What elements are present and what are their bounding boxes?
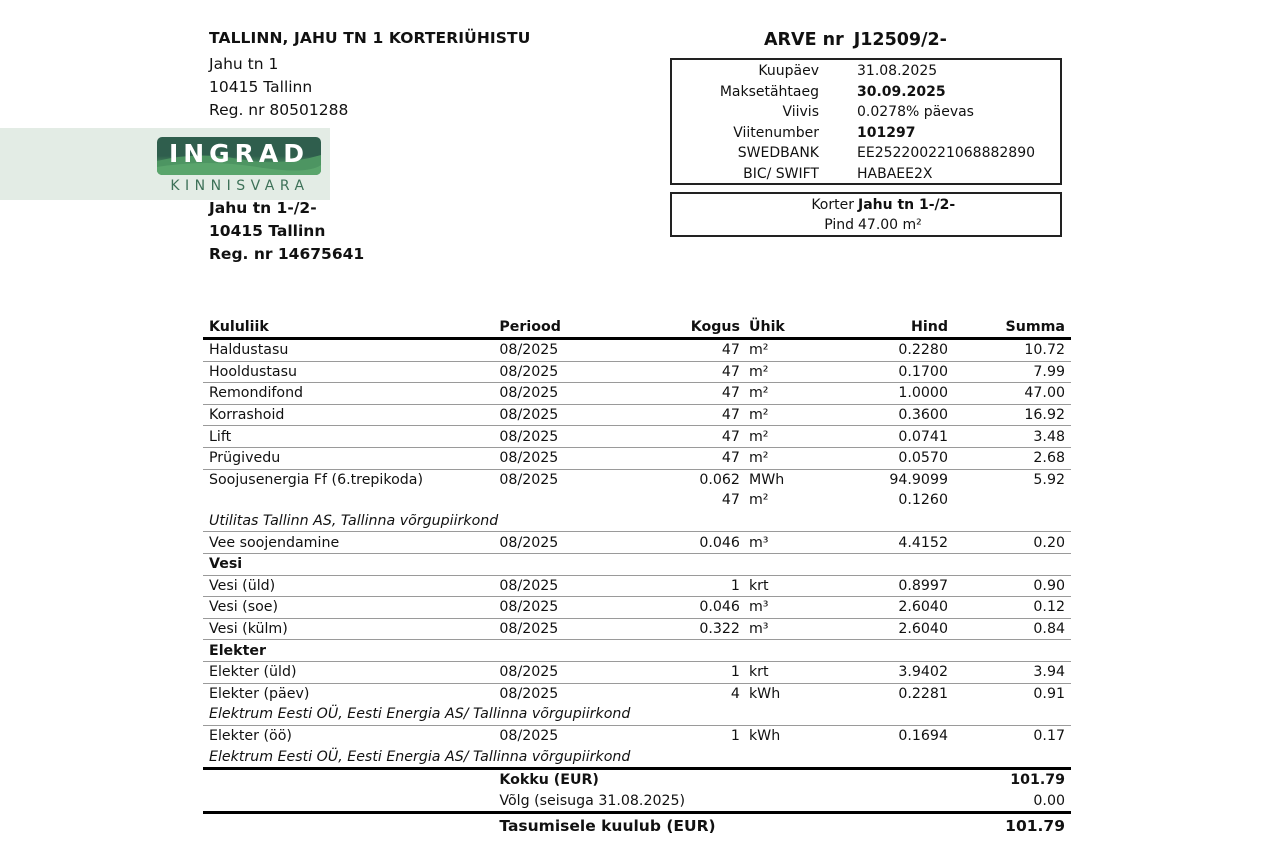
table-row: Soojusenergia Ff (6.trepikoda) 08/2025 0.062 MWh 94.9099 5.92 xyxy=(209,471,1065,488)
table-row: Prügivedu 08/2025 47 m² 0.0570 2.68 xyxy=(203,447,1071,469)
detail-penalty: Viivis 0.0278% päevas xyxy=(782,104,974,120)
debt-label: Võlg (seisuga 31.08.2025) xyxy=(499,792,686,809)
payable-row xyxy=(203,813,1071,839)
detail-due-date: Maksetähtaeg 30.09.2025 xyxy=(719,83,946,100)
table-row: Vesi (soe) 08/2025 0.046 m³ 2.6040 0.12 xyxy=(203,597,1071,619)
table-row: Lift 08/2025 47 m² 0.0741 3.48 xyxy=(203,426,1071,448)
apartment-box xyxy=(670,192,1062,237)
table-row: Elekter (üld) 08/2025 1 krt 3.9402 3.94 xyxy=(203,661,1071,683)
seller-name: TALLINN, JAHU TN 1 KORTERIÜHISTU xyxy=(209,29,531,47)
detail-bic-swift: BIC/ SWIFT HABAEE2X xyxy=(743,165,933,182)
buyer-address-street: Jahu tn 1-/2- xyxy=(209,199,317,217)
buyer-reg-nr: Reg. nr 14675641 xyxy=(209,245,365,263)
table-row: 47 m² 0.1260 xyxy=(721,492,948,509)
header-period: Periood xyxy=(493,317,635,339)
ingrad-logo xyxy=(157,137,321,175)
logo-subtitle: KINNISVARA xyxy=(170,178,310,194)
invoice-details-box xyxy=(670,58,1062,185)
header-price: Hind xyxy=(817,317,948,339)
total-value: 101.79 xyxy=(948,768,1071,790)
header-quantity: Kogus xyxy=(636,317,740,339)
payable-label: Tasumisele kuulub (EUR) xyxy=(493,813,817,839)
table-row: Remondifond 08/2025 47 m² 1.0000 47.00 xyxy=(203,383,1071,405)
table-row: Korrashoid 08/2025 47 m² 0.3600 16.92 xyxy=(203,404,1071,426)
total-label: Kokku (EUR) xyxy=(493,768,817,790)
table-note-row: Utilitas Tallinn AS, Tallinna võrgupiirkond xyxy=(203,511,1071,532)
payable-value: 101.79 xyxy=(948,813,1071,839)
table-row: Hooldustasu 08/2025 47 m² 0.1700 7.99 xyxy=(203,361,1071,383)
detail-apartment: Korter Jahu tn 1-/2- xyxy=(811,197,956,213)
table-row: Elekter (päev) 08/2025 4 kWh 0.2281 0.91 xyxy=(209,685,1065,702)
header-unit: Ühik xyxy=(740,317,817,339)
table-header-row xyxy=(203,317,1071,339)
header-sum: Summa xyxy=(948,317,1071,339)
table-group-row: Vesi xyxy=(203,553,1071,575)
table-group-row: Elekter xyxy=(203,640,1071,662)
table-row: Vee soojendamine 08/2025 0.046 m³ 4.4152 0.20 xyxy=(203,532,1071,554)
invoice-items-table xyxy=(203,317,1071,838)
seller-address-city: 10415 Tallinn xyxy=(209,78,313,96)
detail-bank-account: SWEDBANK EE252200221068882890 xyxy=(737,145,1036,161)
table-row: Elekter (öö) 08/2025 1 kWh 0.1694 0.17 xyxy=(209,727,1065,744)
logo-brand: INGRAD xyxy=(168,139,310,168)
table-row: Vesi (üld) 08/2025 1 krt 0.8997 0.90 xyxy=(203,575,1071,597)
detail-date: Kuupäev 31.08.2025 xyxy=(758,63,938,79)
table-row: Vesi (külm) 08/2025 0.322 m³ 2.6040 0.84 xyxy=(203,618,1071,640)
table-note-row: Elektrum Eesti OÜ, Eesti Energia AS/ Tallinna võrgupiirkond xyxy=(209,748,631,765)
table-note-row: Elektrum Eesti OÜ, Eesti Energia AS/ Tallinna võrgupiirkond xyxy=(203,704,1071,725)
seller-reg-nr: Reg. nr 80501288 xyxy=(209,101,349,119)
buyer-address-city: 10415 Tallinn xyxy=(209,222,326,240)
detail-area: Pind 47.00 m² xyxy=(824,217,922,233)
table-row: Haldustasu 08/2025 47 m² 0.2280 10.72 xyxy=(203,339,1071,362)
invoice-title xyxy=(764,30,947,50)
seller-address-street: Jahu tn 1 xyxy=(209,55,279,73)
debt-row xyxy=(203,790,1071,812)
invoice-title-label: ARVE nr xyxy=(764,30,844,50)
total-row xyxy=(203,768,1071,790)
invoice-number: J12509/2- xyxy=(853,30,947,50)
detail-reference-number: Viitenumber 101297 xyxy=(733,124,916,141)
header-cost-type: Kululiik xyxy=(203,317,493,339)
debt-value: 0.00 xyxy=(1033,792,1065,809)
